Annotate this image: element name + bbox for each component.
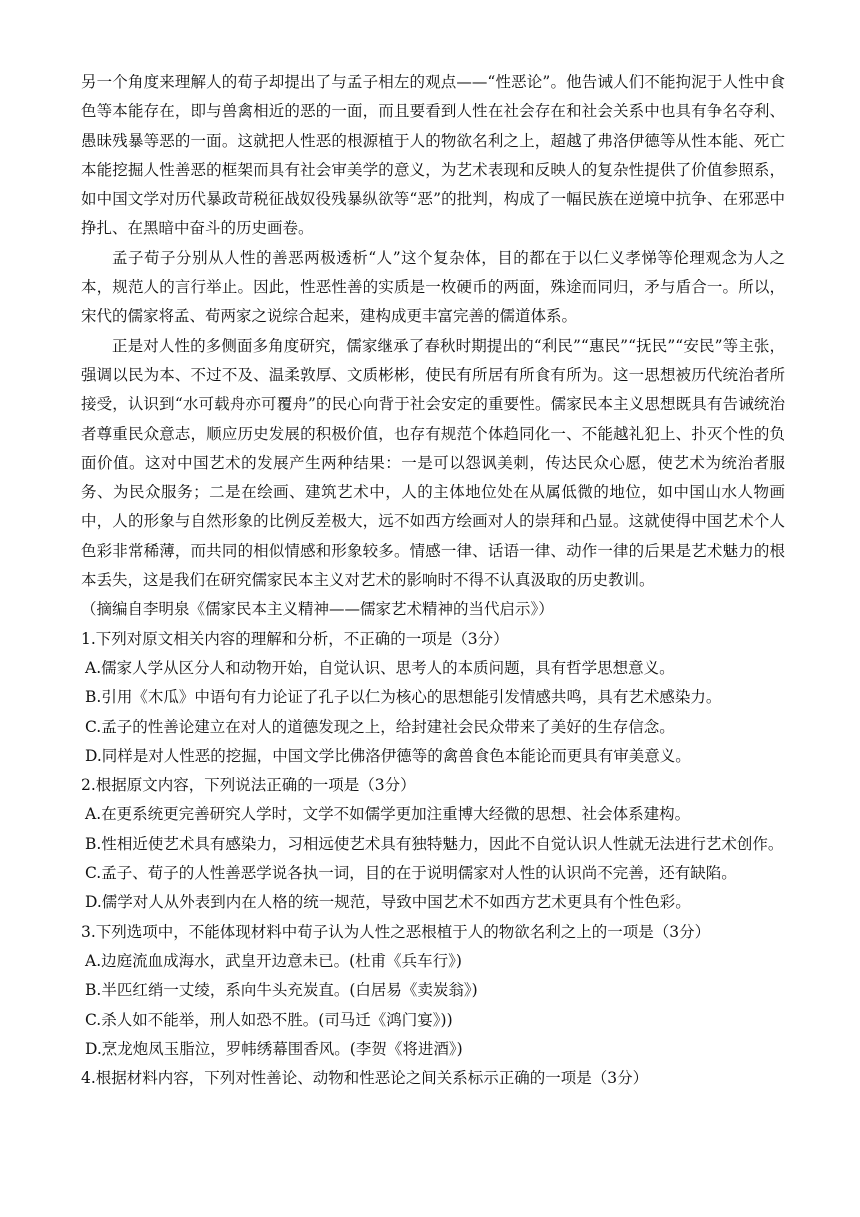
passage-paragraph-2: 孟子荀子分别从人性的善恶两极透析“人”这个复杂体，目的都在于以仁义孝悌等伦理观念为人之本，规范人的言行举止。因此，性恶性善的实质是一枚硬币的两面，殊途而同归，矛与盾合一。所以，宋代的儒家将孟、荀两家之说综合起来，建构成更丰富完善的儒道体系。 (81, 248, 785, 326)
option-b: B.性相近使艺术具有感染力，习相远使艺术具有独特魅力，因此不自觉认识人性就无法进行艺术创作。 (85, 834, 784, 853)
question-3 (81, 918, 785, 1064)
question-stem: 1.下列对原文相关内容的理解和分析，不正确的一项是（3分） (81, 629, 509, 648)
option-b: B.引用《木瓜》中语句有力论证了孔子以仁为核心的思想能引发情感共鸣，具有艺术感染力。 (85, 688, 722, 707)
option-a: A.在更系统更完善研究人学时，文学不如儒学更加注重博大经微的思想、社会体系建构。 (85, 805, 691, 824)
question-stem: 2.根据原文内容，下列说法正确的一项是（3分） (81, 776, 416, 795)
option-c: C.孟子的性善论建立在对人的道德发现之上，给封建社会民众带来了美好的生存信念。 (85, 717, 675, 736)
question-1 (81, 625, 785, 771)
passage-paragraph-3: 正是对人性的多侧面多角度研究，儒家继承了春秋时期提出的“利民”“惠民”“抚民”“安民”等主张，强调以民为本、不过不及、温柔敦厚、文质彬彬，使民有所居有所食有所为。这一思想被历代统治者所接受，认识到“水可载舟亦可覆舟”的民心向背于社会安定的重要性。儒家民本主义思想既具有告诫统治者尊重民众意志，顺应历史发展的积极价值，也存有规范个体趋同化一、不能越礼犯上、扑灭个性的负面价值。这对中国艺术的发展产生两种结果：一是可以怨讽美刺，传达民众心愿，使艺术为统治者服务、为民众服务；二是在绘画、建筑艺术中，人的主体地位处在从属低微的地位，如中国山水人物画中，人的形象与自然形象的比例反差极大，远不如西方绘画对人的崇拜和凸显。这就使得中国艺术个人色彩非常稀薄，而共同的相似情感和形象较多。情感一律、话语一律、动作一律的后果是艺术魅力的根本丢失，这是我们在研究儒家民本主义对艺术的影响时不得不认真汲取的历史教训。 (81, 336, 785, 590)
option-a: A.儒家人学从区分人和动物开始，自觉认识、思考人的本质问题，具有哲学思想意义。 (85, 658, 675, 677)
passage-paragraph-1: 另一个角度来理解人的荀子却提出了与孟子相左的观点——“性恶论”。他告诫人们不能拘泥于人性中食色等本能存在，即与兽禽相近的恶的一面，而且要看到人性在社会存在和社会关系中也具有争名夺利、愚昧残暴等恶的一面。这就把人性恶的根源植于人的物欲名利之上，超越了弗洛伊德等从性本能、死亡本能挖掘人性善恶的框架而具有社会审美学的意义，为艺术表现和反映人的复杂性提供了价值参照系，如中国文学对历代暴政苛税征战奴役残暴纵欲等“恶”的批判，构成了一幅民族在逆境中抗争、在邪恶中挣扎、在黑暗中奋斗的历史画卷。 (81, 73, 785, 238)
question-2 (81, 771, 785, 917)
option-d: D.烹龙炮凤玉脂泣，罗帏绣幕围香风。(李贺《将进酒》) (85, 1039, 463, 1058)
question-4 (81, 1064, 785, 1093)
option-b: B.半匹红绡一丈绫，系向牛头充炭直。(白居易《卖炭翁》) (85, 981, 478, 1000)
source-citation: （摘编自李明泉《儒家民本主义精神——儒家艺术精神的当代启示》） (81, 600, 554, 619)
option-d: D.同样是对人性恶的挖掘，中国文学比佛洛伊德等的禽兽食色本能论而更具有审美意义。 (85, 746, 691, 765)
option-d: D.儒学对人从外表到内在人格的统一规范，导致中国艺术不如西方艺术更具有个性色彩。 (85, 893, 691, 912)
option-a: A.边庭流血成海水，武皇开边意未已。(杜甫《兵车行》) (85, 951, 462, 970)
option-c: C.杀人如不能举，刑人如恐不胜。(司马迁《鸿门宴》)) (85, 1010, 453, 1029)
question-stem: 3.下列选项中，不能体现材料中荀子认为人性之恶根植于人的物欲名利之上的一项是（3分） (81, 922, 711, 941)
question-stem: 4.根据材料内容，下列对性善论、动物和性恶论之间关系标示正确的一项是（3分） (81, 1069, 649, 1088)
document-page (81, 68, 785, 1093)
option-c: C.孟子、荀子的人性善恶学说各执一词，目的在于说明儒家对人性的认识尚不完善，还有缺陷。 (85, 864, 737, 883)
